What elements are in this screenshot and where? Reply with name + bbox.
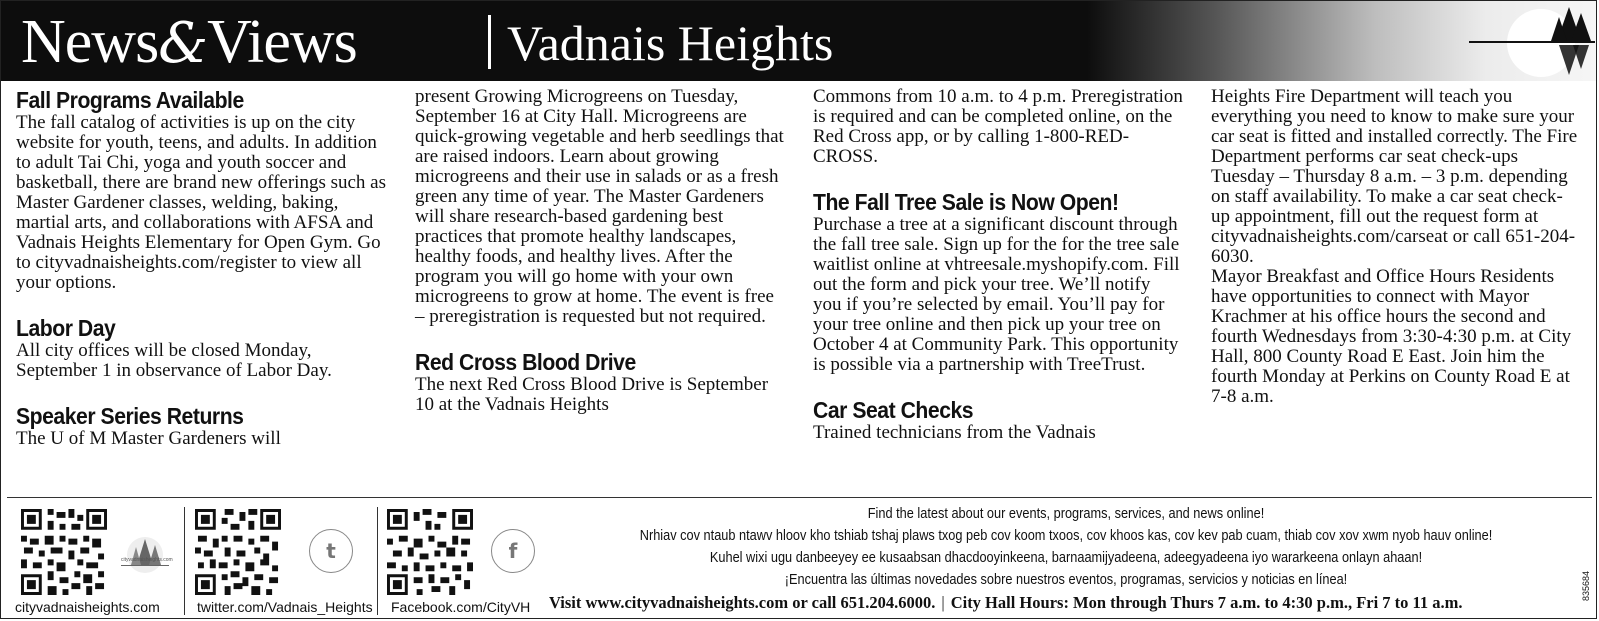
heading-labor-day: Labor Day	[16, 315, 116, 341]
visit-text[interactable]: Visit www.cityvadnaisheights.com or call 651.204.6000.	[549, 593, 936, 612]
message-hmong: Nrhiav cov ntaub ntawv hloov kho tshiab tshaj plaws txog peb cov koom txoos, cov khoos kas, cov kev pab cuam, thiab cov xov xwm nyob hauv online!	[639, 528, 1493, 544]
masthead-divider	[488, 15, 491, 69]
message-somali: Kuhel wixi ugu danbeeyey ee kusaabsan dhacdooyinkeena, barnaamijyadeena, adeegyadeena iyo wararkeena onlayn ahaan!	[709, 550, 1423, 566]
title-views: Views	[207, 8, 357, 76]
message-english: Find the latest about our events, programs, services, and news online!	[867, 506, 1265, 522]
text-speaker-series: The U of M Master Gardeners will	[16, 428, 281, 449]
footer-rule	[7, 497, 1592, 498]
contact-separator: |	[941, 593, 945, 612]
heading-tree-sale: The Fall Tree Sale is Now Open!	[813, 189, 1119, 215]
masthead-city: Vadnais Heights	[507, 15, 834, 71]
city-hall-hours: City Hall Hours: Mon through Thurs 7 a.m. to 4:30 p.m., Fri 7 to 11 a.m.	[950, 593, 1463, 612]
twitter-label[interactable]: twitter.com/Vadnais_Heights	[197, 599, 373, 615]
contact-line	[549, 593, 1463, 613]
text-labor-day: All city offices will be closed Monday, September 1 in observance of Labor Day.	[16, 340, 332, 381]
multilingual-message	[541, 503, 1591, 591]
footer-divider-2	[377, 507, 378, 615]
column-1	[16, 87, 386, 449]
heading-speaker-series: Speaker Series Returns	[16, 403, 244, 429]
text-car-seat: Trained technicians from the Vadnais	[813, 422, 1096, 443]
heading-blood-drive: Red Cross Blood Drive	[415, 349, 636, 375]
heading-fall-programs: Fall Programs Available	[16, 87, 244, 113]
qr-code-facebook-icon[interactable]	[387, 509, 473, 595]
text-blood-drive: The next Red Cross Blood Drive is September 10 at the Vadnais Heights	[415, 374, 769, 415]
masthead-title	[21, 7, 357, 79]
sun-trees-logo-icon	[1469, 3, 1595, 79]
message-spanish: ¡Encuentra las últimas novedades sobre nuestros eventos, programas, servicios y noticias en línea!	[784, 572, 1348, 588]
website-label[interactable]: cityvadnaisheights.com	[15, 599, 160, 615]
column-2	[415, 87, 785, 415]
facebook-icon[interactable]: f	[491, 529, 535, 573]
column-4	[1211, 87, 1581, 407]
text-car-seat-continued: Heights Fire Department will teach you everything you need to know to make sure your car seat is fitted and installed correctly. The Fire Department performs car seat check-ups Tuesday – Thursday 8 a.m. – 3 p.m. depending on staff availability. To make a car seat check-up appointment, fill out the request form at cityvadnaisheights.com/carseat or call 651-204-6030.	[1211, 86, 1578, 267]
column-3	[813, 87, 1183, 443]
footer-divider-1	[184, 507, 185, 615]
text-tree-sale: Purchase a tree at a significant discount through the fall tree sale. Sign up for the for the tree sale waitlist online at vhtreesale.myshopify.com. Fill out the form and pick your tree. We’ll notify you if you’re selected by email. You’ll pay for your tree online and then pick up your tree on October 4 at Community Park. This opportunity is possible via a partnership with TreeTrust.	[813, 214, 1180, 375]
text-microgreens: present Growing Microgreens on Tuesday, September 16 at City Hall. Microgreens are quick-growing vegetable and herb seedlings that are raised indoors. Learn about growing microgreens and their use in salads or as a fresh green any time of year. The Master Gardeners will share research-based gardening best practices that promote healthy landscapes, healthy foods, and healthy lives. After the program you will go home with your own microgreens to grow at home. The event is free – preregistration is requested but not required.	[415, 86, 784, 327]
ad-code: 835684	[1581, 570, 1591, 601]
title-ampersand: &	[158, 11, 208, 76]
heading-car-seat: Car Seat Checks	[813, 397, 974, 423]
text-commons: Commons from 10 a.m. to 4 p.m. Preregistration is required and can be completed online, on the Red Cross app, or by calling 1-800-RED-CROSS.	[813, 86, 1183, 167]
title-news: News	[21, 8, 159, 76]
qr-code-website-icon[interactable]	[21, 509, 107, 595]
facebook-label[interactable]: Facebook.com/CityVH	[391, 599, 531, 615]
text-mayor-hours: Mayor Breakfast and Office Hours Residents have opportunities to connect with Mayor Krachmer at his office hours the second and fourth Wednesdays from 3:30-4:30 p.m. at City Hall, 800 County Road E East. Join him the fourth Monday at Perkins on County Road E at 7-8 a.m.	[1211, 266, 1572, 407]
twitter-icon[interactable]: t	[309, 529, 353, 573]
masthead	[1, 1, 1597, 81]
logo-caption: cityvadnaisheights.com	[121, 557, 173, 563]
qr-code-twitter-icon[interactable]	[195, 509, 281, 595]
text-fall-programs: The fall catalog of activities is up on the city website for youth, teens, and adults. In addition to adult Tai Chi, yoga and youth soccer and basketball, there are brand new offerings such as Master Gardener classes, welding, baking, martial arts, and collaborations with AFSA and Vadnais Heights Elementary for Open Gym. Go to cityvadnaisheights.com/register to view all your options.	[16, 112, 387, 293]
